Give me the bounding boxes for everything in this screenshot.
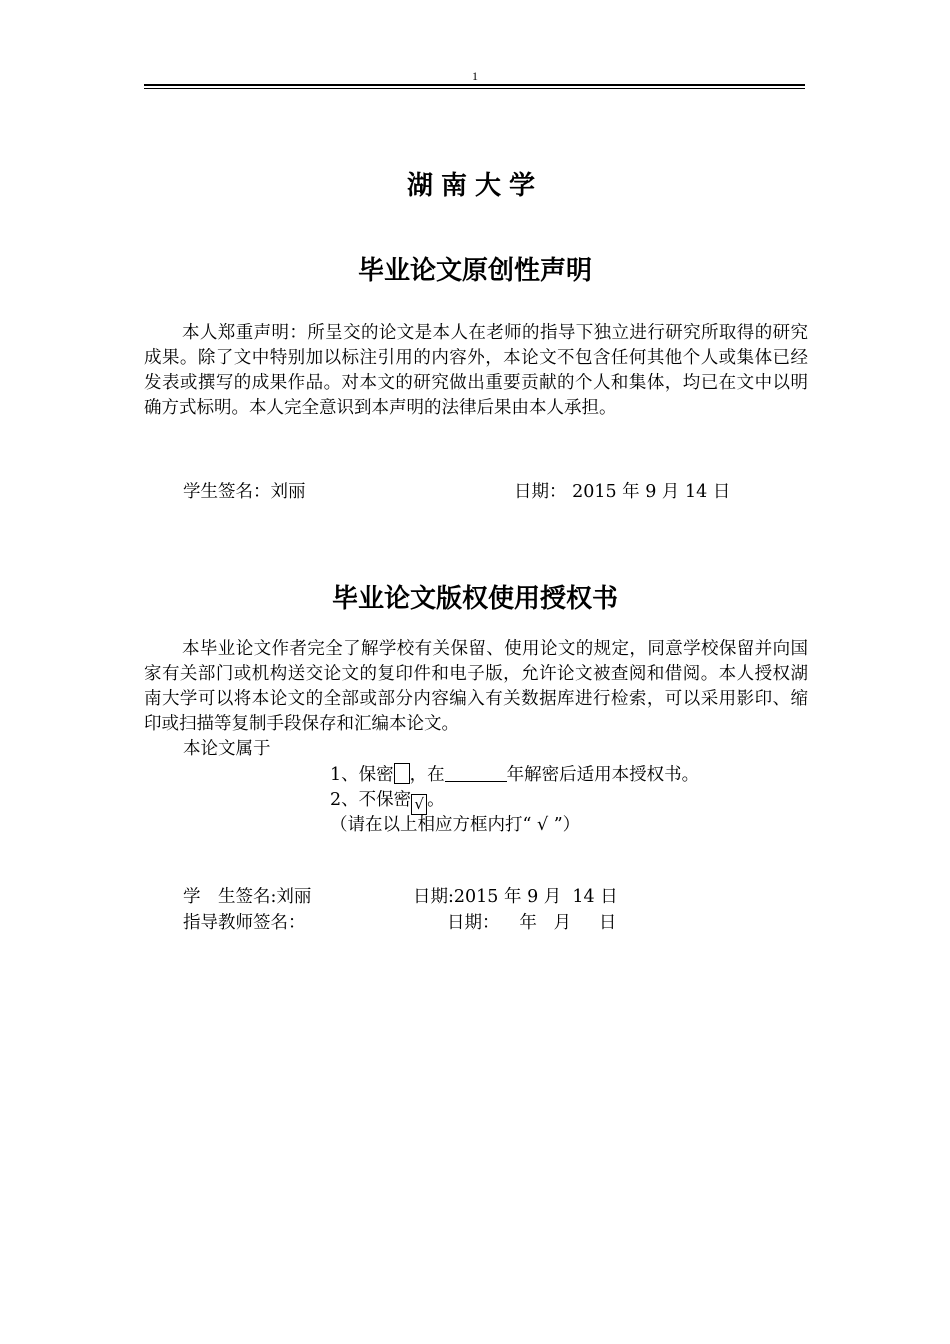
student-signature (183, 885, 311, 910)
advisor-signature-label: 指导教师签名： (183, 913, 306, 933)
option2-label: 2、不保密 (330, 790, 412, 810)
option1-middle: ，在 (409, 765, 445, 785)
authorization-title: 毕业论文版权使用授权书 (331, 584, 618, 614)
authorization-body: 本毕业论文作者完全了解学校有关保留、使用论文的规定，同意学校保留并向国家有关部门或机构送交论文的复印件和电子版，允许论文被查阅和借阅。本人授权湖南大学可以将本论文的全部或部分内容编入有关数据库进行检索，可以采用影印、缩印或扫描等复制手段保存和汇编本论文。 (144, 639, 808, 734)
student-date-label: 日期: (413, 887, 454, 907)
student-sign-value: 刘丽 (276, 887, 312, 907)
signature-label: 学生签名： (183, 482, 271, 502)
confidential-checkbox[interactable] (394, 763, 410, 784)
years-blank[interactable] (445, 763, 507, 782)
page-number: 1 (472, 69, 478, 83)
student-date (413, 885, 618, 910)
advisor-date (447, 911, 616, 936)
student-sign-label: 学 生签名: (183, 887, 277, 907)
student-date-value: 2015 年 9 月 14 日 (453, 887, 618, 907)
option-confidential (330, 763, 699, 788)
advisor-date-value: 年 月 日 (490, 913, 617, 933)
date-label: 日期： (514, 482, 567, 502)
header-rule (144, 84, 805, 86)
advisor-date-label: 日期： (447, 913, 491, 933)
option1-label: 1、保密 (330, 765, 394, 785)
university-title: 湖南大学 (406, 171, 543, 201)
checkbox-instruction: （请在以上相应方框内打“ √ ”） (330, 815, 581, 835)
declaration-signature (183, 480, 306, 505)
date-value: 2015 年 9 月 14 日 (572, 482, 731, 502)
option-not-confidential (330, 788, 445, 815)
signature-value: 刘丽 (270, 482, 306, 502)
header-rule-thin (144, 88, 805, 89)
not-confidential-checkbox[interactable]: √ (411, 794, 427, 815)
option1-suffix: 年解密后适用本授权书。 (506, 765, 700, 785)
belongs-label: 本论文属于 (183, 739, 271, 759)
option2-suffix: 。 (427, 790, 445, 810)
declaration-date (514, 480, 730, 505)
declaration-title: 毕业论文原创性声明 (357, 256, 592, 286)
declaration-body: 本人郑重声明：所呈交的论文是本人在老师的指导下独立进行研究所取得的研究成果。除了文中特别加以标注引用的内容外，本论文不包含任何其他个人或集体已经发表或撰写的成果作品。对本文的研究做出重要贡献的个人和集体，均已在文中以明确方式标明。本人完全意识到本声明的法律后果由本人承担。 (144, 323, 808, 418)
